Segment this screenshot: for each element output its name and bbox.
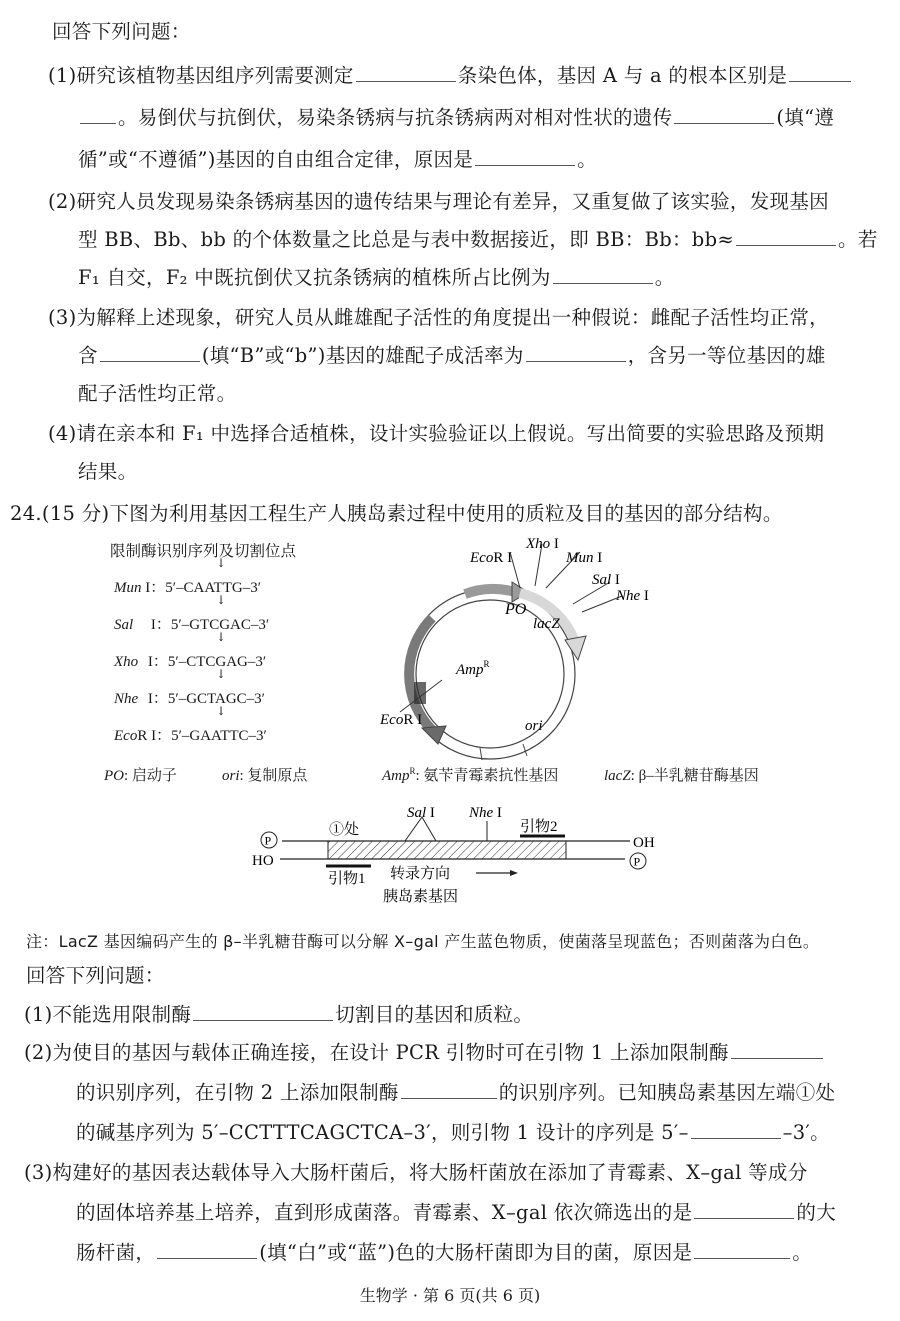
svg-text:P: P [633, 854, 641, 869]
answer-blank[interactable] [526, 360, 626, 362]
cut-arrow-icon: ↓ [216, 704, 227, 718]
sali-label: Sal I [592, 572, 620, 588]
q23-part2-line2: 型 BB、Bb、bb 的个体数量之比总是与表中数据接近，即 BB：Bb：bb≈ 。若 [78, 228, 878, 251]
lacz-label: lacZ [533, 616, 560, 632]
xhoi-label: Xho I [526, 536, 559, 552]
page-footer: 生物学 · 第 6 页(共 6 页) [359, 1286, 541, 1305]
q23-part2-line3: F₁ 自交，F₂ 中既抗倒伏又抗条锈病的植株所占比例为 。 [78, 266, 675, 289]
q24-part3-line1: (3)构建好的基因表达载体导入大肠杆菌后，将大肠杆菌放在添加了青霉素、X–gal 等成分 [24, 1161, 808, 1184]
answer-blank[interactable] [691, 1137, 781, 1139]
svg-text:P: P [264, 833, 272, 848]
gene-name-label: 胰岛素基因 [383, 889, 459, 905]
q23-part1-line1: (1)研究该植物基因组序列需要测定 条染色体，基因 A 与 a 的根本区别是 [48, 60, 853, 88]
q24-part2-line2: 的识别序列，在引物 2 上添加限制酶 的识别序列。已知胰岛素基因左端①处 [76, 1081, 836, 1104]
legend-amp: Amp$^R$: 氨苄青霉素抗性基因 [382, 766, 559, 784]
q24-stem: 24.(15 分)下图为利用基因工程生产人胰岛素过程中使用的质粒及目的基因的部分结构。 [10, 502, 783, 525]
q23-part2-line1: (2)研究人员发现易染条锈病基因的遗传结果与理论有差异，又重复做了该实验，发现基因 [48, 190, 829, 213]
legend-lacz: lacZ: β–半乳糖苷酶基因 [604, 768, 759, 784]
q24-part3-line2: 的固体培养基上培养，直到形成菌落。青霉素、X–gal 依次筛选出的是 的大 [76, 1201, 836, 1224]
enzyme-row-sali: Sal I：5′–GTCGAC–3′ [114, 617, 270, 633]
q23-part4-line1: (4)请在亲本和 F₁ 中选择合适植株，设计实验验证以上假说。写出简要的实验思路及预期 [48, 422, 825, 445]
lacz-arrowhead [565, 636, 586, 660]
answer-blank[interactable] [789, 80, 851, 82]
nhei-gene-label: Nhe I [469, 805, 502, 821]
answer-blank[interactable] [553, 282, 653, 284]
q24-intro: 回答下列问题： [26, 964, 165, 987]
ampr-label: Amp$^R$ [456, 659, 490, 678]
insulin-gene-diagram [240, 795, 670, 910]
answer-blank[interactable] [401, 1097, 497, 1099]
cut-arrow-icon: ↓ [216, 593, 227, 607]
nhei-label: Nhe I [616, 588, 649, 604]
insulin-gene-region [328, 841, 566, 859]
transcription-direction-label: 转录方向 [390, 866, 451, 882]
answer-blank[interactable] [731, 1057, 823, 1059]
q23-part1-line3: 循”或“不遵循”)基因的自由组合定律，原因是 。 [78, 148, 597, 171]
ecori-top-label: EcoR I [470, 550, 513, 566]
q24-part1: (1)不能选用限制酶 切割目的基因和质粒。 [24, 1003, 534, 1026]
plasmid-diagram [370, 530, 670, 760]
answer-blank[interactable] [475, 164, 575, 166]
answer-blank[interactable] [736, 244, 836, 246]
q23-part3-line2: 含 (填“B”或“b”)基因的雄配子成活率为 ，含另一等位基因的雄 [78, 344, 826, 367]
enzyme-row-nhei: Nhe I：5′–GCTAGC–3′ [114, 691, 265, 707]
ecori-left-label: EcoR I [380, 712, 423, 728]
po-segment [465, 589, 515, 594]
answer-blank[interactable] [694, 1217, 794, 1219]
cut-arrow-icon: ↓ [216, 556, 227, 570]
po-label: PO [505, 601, 527, 618]
note-text: 注：LacZ 基因编码产生的 β–半乳糖苷酶可以分解 X–gal 产生蓝色物质，使菌落呈现蓝色；否则菌落为白色。 [26, 932, 820, 951]
cut-arrow-icon: ↓ [216, 630, 227, 644]
q24-part2-line3: 的碱基序列为 5′–CCTTTCAGCTCA–3′，则引物 1 设计的序列是 5′– –3′。 [76, 1121, 830, 1144]
enzyme-table-title: 限制酶识别序列及切割位点 [110, 543, 297, 560]
cut-arrow-icon: ↓ [216, 667, 227, 681]
answer-blank[interactable] [80, 122, 116, 124]
enzyme-row-ecori: EcoR I：5′–GAATTC–3′ [114, 728, 267, 744]
answer-blank[interactable] [193, 1019, 333, 1021]
ampr-arrowhead [422, 726, 446, 744]
ori-label: ori [525, 718, 543, 734]
answer-blank[interactable] [674, 122, 774, 124]
q24-part2-line1: (2)为使目的基因与载体正确连接，在设计 PCR 引物时可在引物 1 上添加限制酶 [24, 1037, 825, 1065]
enzyme-row-muni: Mun I：5′–CAATTG–3′ [114, 580, 261, 596]
answer-blank[interactable] [100, 360, 200, 362]
primer2-label: 引物2 [520, 819, 558, 835]
answer-blank[interactable] [694, 1257, 790, 1259]
oh-label: OH [633, 835, 655, 851]
q23-part3-line3: 配子活性均正常。 [78, 382, 237, 405]
enzyme-row-xhoi: Xho I：5′–CTCGAG–3′ [114, 654, 267, 670]
ori-boundary [523, 744, 527, 756]
site1-label: ①处 [329, 822, 360, 838]
answer-blank[interactable] [157, 1257, 257, 1259]
q23-part4-line2: 结果。 [78, 460, 138, 483]
legend-ori: ori: 复制原点 [222, 768, 308, 784]
intro-text: 回答下列问题： [52, 20, 191, 43]
legend-po: PO: 启动子 [104, 768, 177, 784]
answer-blank[interactable] [356, 80, 456, 82]
sali-gene-label: Sal I [407, 805, 435, 821]
primer1-label: 引物1 [328, 871, 366, 887]
q23-part3-line1: (3)为解释上述现象，研究人员从雌雄配子活性的角度提出一种假说：雌配子活性均正常， [48, 306, 829, 329]
q23-part1-line2: 。易倒伏与抗倒伏，易染条锈病与抗条锈病两对相对性状的遗传 (填“遵 [78, 102, 834, 130]
muni-label: Mun I [566, 550, 603, 566]
ho-label: HO [252, 853, 274, 869]
q24-part3-line3: 肠杆菌， (填“白”或“蓝”)色的大肠杆菌即为目的菌，原因是 。 [76, 1241, 813, 1264]
